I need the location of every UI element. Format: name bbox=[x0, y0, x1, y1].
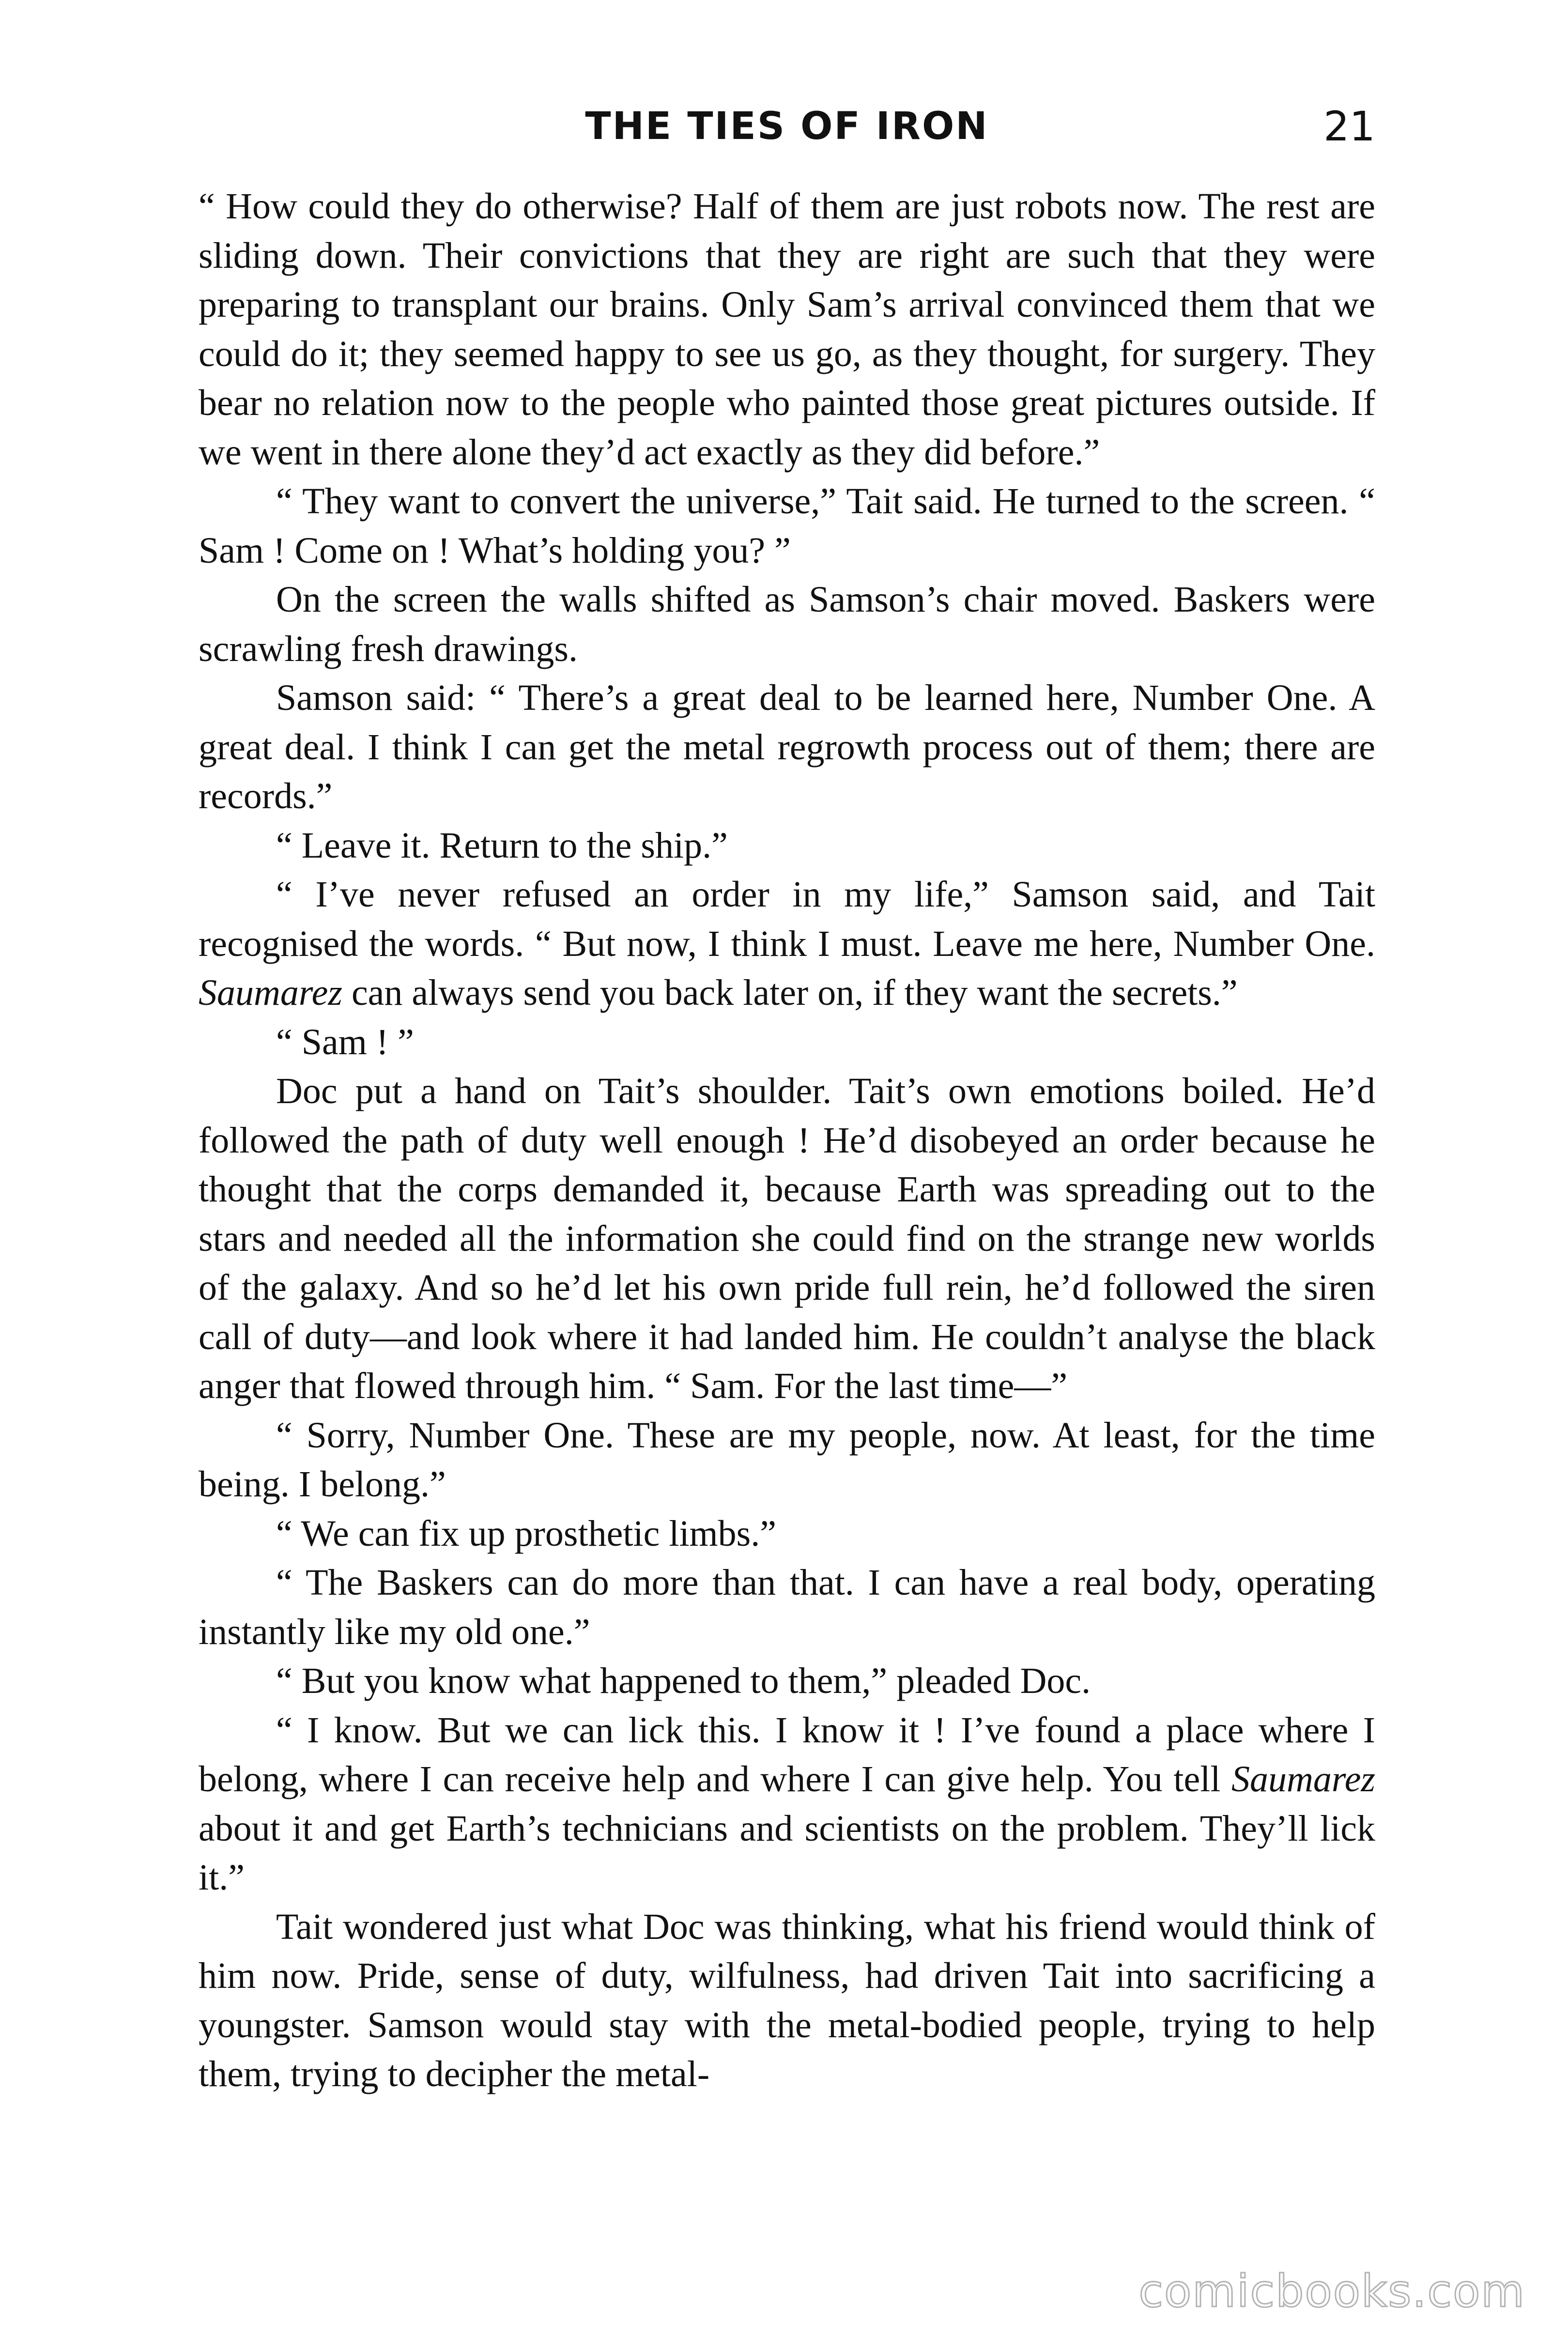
paragraph-text: “ I know. But we can lick this. I know it ! I’ve found a place where I belong, where I can receive help and where I can give help. You tell bbox=[199, 1709, 1375, 1799]
paragraph-text: Samson said: “ There’s a great deal to be learned here, Number One. A great deal. I think I can get the metal regrowth process out of them; there are records.” bbox=[199, 677, 1375, 816]
paragraph-text: can always send you back later on, if they want the secrets.” bbox=[342, 972, 1238, 1013]
paragraph-text: about it and get Earth’s technicians and scientists on the problem. They’ll lick it.” bbox=[199, 1808, 1375, 1898]
paragraph-text: “ The Baskers can do more than that. I can have a real body, operating instantly like my old one.” bbox=[199, 1562, 1375, 1652]
ship-name-italic: Saumarez bbox=[1231, 1759, 1375, 1799]
paragraph bbox=[199, 575, 1375, 674]
page-header bbox=[199, 95, 1375, 158]
ship-name-italic: Saumarez bbox=[199, 972, 342, 1013]
paragraph-text: Doc put a hand on Tait’s shoulder. Tait’s own emotions boiled. He’d followed the path of duty well enough ! He’d disobeyed an order because he thought that the corps demanded it, because Earth was spreading out to the stars and needed all the information she could find on the strange new worlds of the galaxy. And so he’d let his own pride full rein, he’d followed the siren call of duty—and look where it had landed him. He couldn’t analyse the black anger that flowed through him. “ Sam. For the last time—” bbox=[199, 1071, 1375, 1406]
paragraph-text: “ Leave it. Return to the ship.” bbox=[276, 825, 728, 866]
paragraph bbox=[199, 821, 1375, 871]
paragraph-text: “ They want to convert the universe,” Tait said. He turned to the screen. “ Sam ! Come on ! What’s holding you? ” bbox=[199, 481, 1375, 571]
paragraph-text: “ We can fix up prosthetic limbs.” bbox=[276, 1513, 776, 1554]
paragraph-text: “ I’ve never refused an order in my life,” Samson said, and Tait recognised the words. “ But now, I think I must. Leave me here, Number One. bbox=[199, 874, 1375, 964]
paragraph-text: Tait wondered just what Doc was thinking, what his friend would think of him now. Pride, sense of duty, wilfulness, had driven Tait into sacrificing a youngster. Samson would stay with the metal-bodied people, trying to help them, trying to decipher the metal- bbox=[199, 1906, 1375, 2094]
page-number: 21 bbox=[1323, 103, 1375, 150]
paragraph bbox=[199, 1706, 1375, 1903]
paragraph bbox=[199, 1067, 1375, 1411]
paragraph bbox=[199, 1018, 1375, 1067]
paragraph-text: On the screen the walls shifted as Samson’s chair moved. Baskers were scrawling fresh drawings. bbox=[199, 579, 1375, 669]
paragraph bbox=[199, 870, 1375, 1018]
paragraph-text: “ Sam ! ” bbox=[276, 1021, 414, 1062]
paragraph-text: “ But you know what happened to them,” pleaded Doc. bbox=[276, 1660, 1091, 1701]
body-text bbox=[199, 182, 1375, 2099]
paragraph bbox=[199, 1411, 1375, 1509]
paragraph bbox=[199, 1657, 1375, 1706]
paragraph-text: “ How could they do otherwise? Half of them are just robots now. The rest are sliding down. Their convictions that they are right are such that they were preparing to transplant our brains. Only Sam’s arrival convinced them that we could do it; they seemed happy to see us go, as they thought, for surgery. They bear no relation now to the people who painted those great pictures outside. If we went in there alone they’d act exactly as they did before.” bbox=[199, 186, 1375, 473]
paragraph bbox=[199, 1558, 1375, 1657]
paragraph bbox=[199, 674, 1375, 821]
paragraph bbox=[199, 182, 1375, 477]
paragraph bbox=[199, 477, 1375, 575]
watermark: comicbooks.com bbox=[1138, 2265, 1525, 2317]
running-title: THE TIES OF IRON bbox=[585, 105, 989, 148]
paragraph bbox=[199, 1509, 1375, 1559]
paragraph bbox=[199, 1903, 1375, 2099]
paragraph-text: “ Sorry, Number One. These are my people, now. At least, for the time being. I belong.” bbox=[199, 1414, 1375, 1505]
